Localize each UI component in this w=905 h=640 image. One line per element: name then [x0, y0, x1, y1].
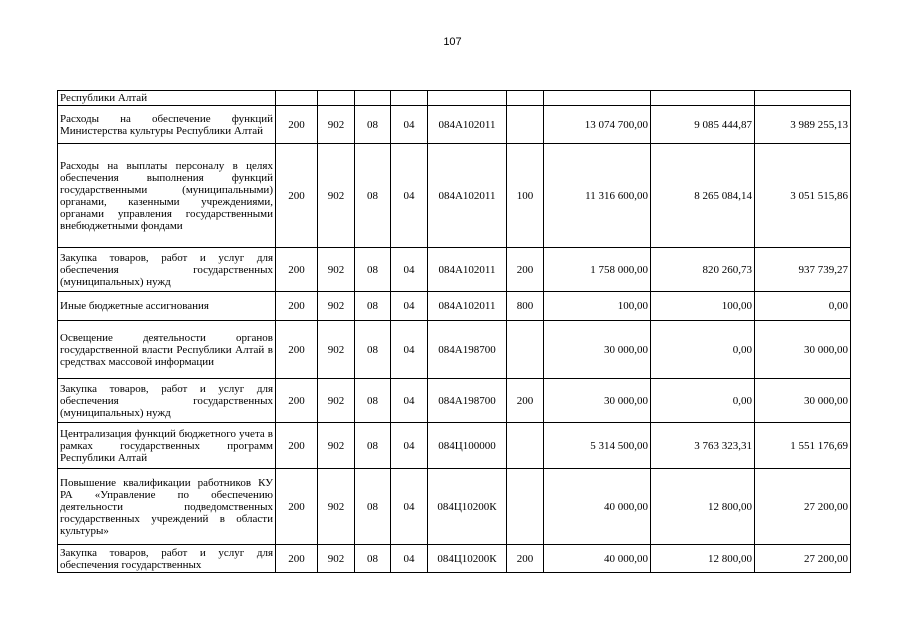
cell-csr: 04 [391, 469, 428, 545]
cell-sum-remaining: 27 200,00 [755, 545, 851, 573]
cell-sum-remaining: 0,00 [755, 292, 851, 321]
cell-sum-executed: 12 800,00 [651, 545, 755, 573]
cell-rz: 902 [318, 292, 355, 321]
cell-vr [507, 321, 544, 379]
cell-pr: 08 [355, 545, 391, 573]
table-row [58, 321, 851, 379]
cell-csr: 04 [391, 292, 428, 321]
cell-sum-approved: 100,00 [544, 292, 651, 321]
cell-sum-approved: 1 758 000,00 [544, 248, 651, 292]
cell-rz: 902 [318, 248, 355, 292]
table-row [58, 106, 851, 144]
cell-sum-approved: 13 074 700,00 [544, 106, 651, 144]
cell-sum-approved: 40 000,00 [544, 469, 651, 545]
row-description: Республики Алтай [58, 91, 276, 106]
cell-pr: 08 [355, 379, 391, 423]
cell-code: 084А102011 [428, 106, 507, 144]
cell-rz: 902 [318, 379, 355, 423]
cell-ved: 200 [276, 379, 318, 423]
table-row [58, 469, 851, 545]
cell-sum-approved: 5 314 500,00 [544, 423, 651, 469]
cell-code: 084Ц100000 [428, 423, 507, 469]
table-row [58, 91, 851, 106]
cell-ved: 200 [276, 469, 318, 545]
cell-code: 084А198700 [428, 379, 507, 423]
cell-sum-approved [544, 91, 651, 106]
cell-sum-approved: 30 000,00 [544, 321, 651, 379]
row-description: Расходы на обеспечение функций Министерства культуры Республики Алтай [58, 106, 276, 144]
cell-vr: 200 [507, 379, 544, 423]
cell-pr: 08 [355, 292, 391, 321]
cell-ved: 200 [276, 144, 318, 248]
cell-ved: 200 [276, 423, 318, 469]
cell-csr: 04 [391, 423, 428, 469]
cell-sum-remaining: 3 989 255,13 [755, 106, 851, 144]
cell-code: 084А198700 [428, 321, 507, 379]
cell-csr: 04 [391, 545, 428, 573]
cell-sum-remaining: 937 739,27 [755, 248, 851, 292]
cell-vr: 100 [507, 144, 544, 248]
cell-csr: 04 [391, 248, 428, 292]
cell-pr: 08 [355, 423, 391, 469]
cell-code: 084А102011 [428, 144, 507, 248]
cell-rz: 902 [318, 423, 355, 469]
cell-rz: 902 [318, 469, 355, 545]
cell-sum-executed: 0,00 [651, 321, 755, 379]
table-row [58, 292, 851, 321]
cell-csr [391, 91, 428, 106]
cell-sum-executed: 100,00 [651, 292, 755, 321]
cell-rz: 902 [318, 545, 355, 573]
cell-sum-executed: 0,00 [651, 379, 755, 423]
cell-sum-approved: 11 316 600,00 [544, 144, 651, 248]
row-description: Закупка товаров, работ и услуг для обеспечения государственных (муниципальных) нужд [58, 248, 276, 292]
cell-csr: 04 [391, 321, 428, 379]
cell-csr: 04 [391, 379, 428, 423]
row-description: Расходы на выплаты персоналу в целях обеспечения выполнения функций государственными (муниципальными) органами, казенными учреждениями, органами управления государственными внебюджетными фондами [58, 144, 276, 248]
cell-ved: 200 [276, 248, 318, 292]
cell-vr [507, 423, 544, 469]
table-row [58, 144, 851, 248]
cell-rz: 902 [318, 106, 355, 144]
table-row [58, 545, 851, 573]
row-description: Иные бюджетные ассигнования [58, 292, 276, 321]
cell-pr: 08 [355, 248, 391, 292]
cell-vr [507, 106, 544, 144]
cell-code [428, 91, 507, 106]
cell-pr: 08 [355, 106, 391, 144]
cell-sum-remaining [755, 91, 851, 106]
cell-vr: 800 [507, 292, 544, 321]
cell-vr: 200 [507, 248, 544, 292]
cell-sum-executed: 820 260,73 [651, 248, 755, 292]
cell-sum-executed: 3 763 323,31 [651, 423, 755, 469]
cell-pr: 08 [355, 321, 391, 379]
cell-ved: 200 [276, 545, 318, 573]
cell-sum-remaining: 1 551 176,69 [755, 423, 851, 469]
budget-table [57, 90, 851, 573]
cell-vr: 200 [507, 545, 544, 573]
row-description: Закупка товаров, работ и услуг для обеспечения государственных (муниципальных) нужд [58, 379, 276, 423]
table-row [58, 423, 851, 469]
cell-csr: 04 [391, 106, 428, 144]
cell-pr: 08 [355, 144, 391, 248]
table-row [58, 248, 851, 292]
cell-code: 084А102011 [428, 248, 507, 292]
cell-ved: 200 [276, 321, 318, 379]
cell-rz [318, 91, 355, 106]
cell-code: 084Ц10200К [428, 545, 507, 573]
cell-ved: 200 [276, 292, 318, 321]
cell-vr [507, 91, 544, 106]
cell-sum-executed: 8 265 084,14 [651, 144, 755, 248]
cell-code: 084А102011 [428, 292, 507, 321]
cell-sum-remaining: 27 200,00 [755, 469, 851, 545]
cell-sum-approved: 40 000,00 [544, 545, 651, 573]
cell-sum-remaining: 30 000,00 [755, 321, 851, 379]
table-row [58, 379, 851, 423]
cell-sum-executed: 9 085 444,87 [651, 106, 755, 144]
row-description: Централизация функций бюджетного учета в рамках государственных программ Республики Алтай [58, 423, 276, 469]
cell-pr [355, 91, 391, 106]
row-description: Закупка товаров, работ и услуг для обеспечения государственных [58, 545, 276, 573]
cell-pr: 08 [355, 469, 391, 545]
cell-rz: 902 [318, 144, 355, 248]
cell-code: 084Ц10200К [428, 469, 507, 545]
cell-sum-executed: 12 800,00 [651, 469, 755, 545]
cell-sum-approved: 30 000,00 [544, 379, 651, 423]
cell-sum-remaining: 30 000,00 [755, 379, 851, 423]
cell-vr [507, 469, 544, 545]
cell-sum-remaining: 3 051 515,86 [755, 144, 851, 248]
cell-csr: 04 [391, 144, 428, 248]
cell-sum-executed [651, 91, 755, 106]
cell-ved [276, 91, 318, 106]
row-description: Освещение деятельности органов государственной власти Республики Алтай в средствах массовой информации [58, 321, 276, 379]
page-number: 107 [443, 36, 462, 48]
cell-rz: 902 [318, 321, 355, 379]
row-description: Повышение квалификации работников КУ РА «Управление по обеспечению деятельности подведомственных государственных учреждений в области культуры» [58, 469, 276, 545]
cell-ved: 200 [276, 106, 318, 144]
